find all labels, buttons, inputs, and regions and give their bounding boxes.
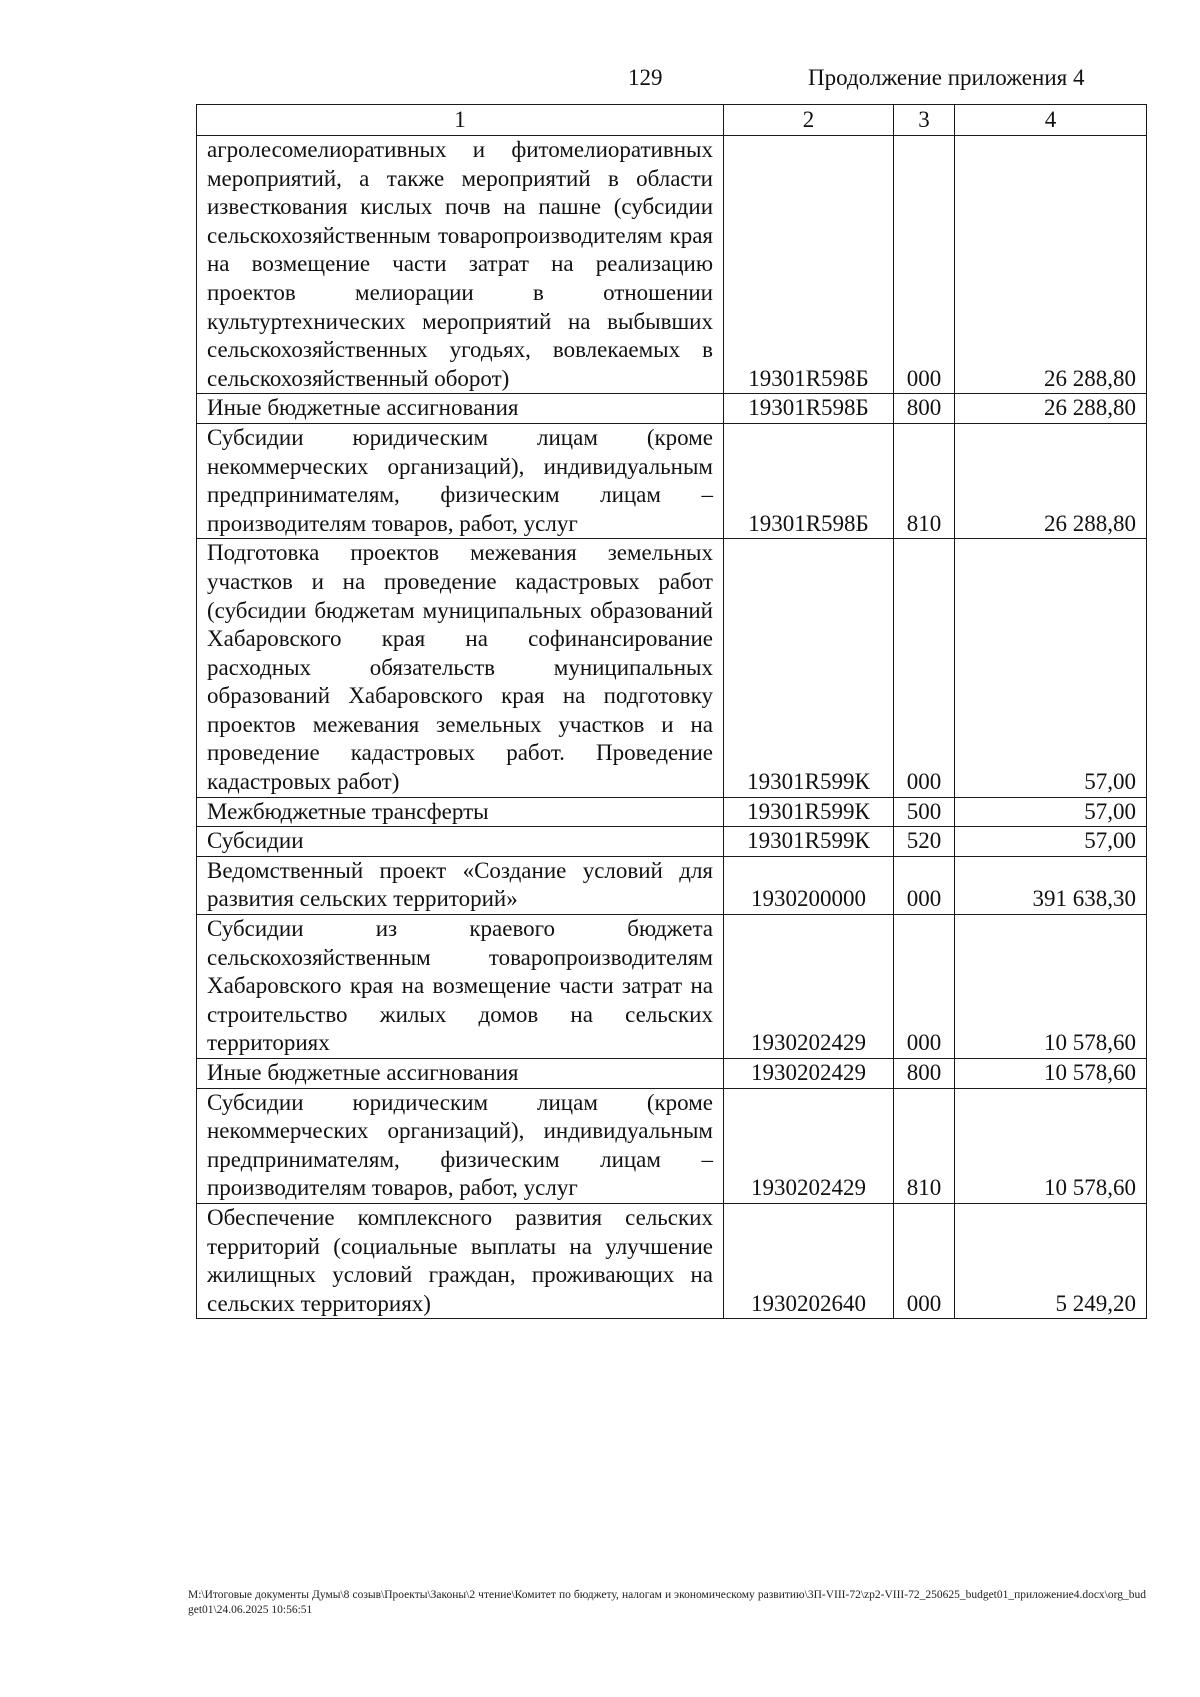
budget-allocation-table <box>196 104 1147 1319</box>
row-amount-cell: 10 578,60 <box>955 1088 1147 1203</box>
row-amount-cell: 57,00 <box>955 539 1147 797</box>
row-amount-cell: 26 288,80 <box>955 394 1147 424</box>
row-name-cell: Субсидии юридическим лицам (кроме некоммерческих организаций), индивидуальным предпринимателям, физическим лицам – производителям товаров, работ, услуг <box>197 423 724 538</box>
row-amount-cell: 57,00 <box>955 797 1147 827</box>
row-expense-type-cell: 520 <box>894 827 955 857</box>
row-code-cell: 1930202429 <box>724 915 894 1059</box>
table-header-row <box>197 105 1147 136</box>
row-amount-cell: 10 578,60 <box>955 915 1147 1059</box>
column-header-4: 4 <box>955 105 1147 136</box>
row-code-cell: 1930200000 <box>724 856 894 914</box>
column-header-1: 1 <box>197 105 724 136</box>
row-expense-type-cell: 800 <box>894 1059 955 1089</box>
document-file-path: М:\Итоговые документы Думы\8 созыв\Проекты\Законы\2 чтение\Комитет по бюджету, налогам и экономическому развитию\3П-VIII-72\zp2-VIII-72_250625_budget01_приложение4.docx\org_budget01\24.06.2025 10:56:51 <box>188 1589 1146 1616</box>
row-name-cell: Иные бюджетные ассигнования <box>197 394 724 424</box>
column-header-3: 3 <box>894 105 955 136</box>
row-expense-type-cell: 000 <box>894 539 955 797</box>
row-name-cell: Ведомственный проект «Создание условий для развития сельских территорий» <box>197 856 724 914</box>
table-row <box>197 915 1147 1059</box>
row-expense-type-cell: 810 <box>894 1088 955 1203</box>
appendix-continuation-note: Продолжение приложения 4 <box>808 65 1085 90</box>
row-expense-type-cell: 000 <box>894 136 955 394</box>
table-row <box>197 539 1147 797</box>
row-name-cell: Субсидии <box>197 827 724 857</box>
row-name-cell: Обеспечение комплексного развития сельских территорий (социальные выплаты на улучшение жилищных условий граждан, проживающих на сельских территориях) <box>197 1203 724 1318</box>
row-expense-type-cell: 800 <box>894 394 955 424</box>
row-code-cell: 19301R599К <box>724 539 894 797</box>
table-row <box>197 1059 1147 1089</box>
row-expense-type-cell: 000 <box>894 1203 955 1318</box>
table-row <box>197 797 1147 827</box>
row-code-cell: 19301R598Б <box>724 136 894 394</box>
row-code-cell: 19301R598Б <box>724 394 894 424</box>
row-expense-type-cell: 810 <box>894 423 955 538</box>
page-number: 129 <box>628 65 663 90</box>
row-code-cell: 1930202429 <box>724 1088 894 1203</box>
table-row <box>197 856 1147 914</box>
row-code-cell: 19301R599К <box>724 797 894 827</box>
table-row <box>197 136 1147 394</box>
row-expense-type-cell: 000 <box>894 915 955 1059</box>
row-name-cell: Подготовка проектов межевания земельных участков и на проведение кадастровых работ (субсидии бюджетам муниципальных образований Хабаровского края на софинансирование расходных обязательств муниципальных образований Хабаровского края на подготовку проектов межевания земельных участков и на проведение кадастровых работ. Проведение кадастровых работ) <box>197 539 724 797</box>
table-body <box>197 136 1147 1319</box>
row-expense-type-cell: 500 <box>894 797 955 827</box>
row-amount-cell: 57,00 <box>955 827 1147 857</box>
row-amount-cell: 26 288,80 <box>955 423 1147 538</box>
row-expense-type-cell: 000 <box>894 856 955 914</box>
table-row <box>197 423 1147 538</box>
row-code-cell: 1930202429 <box>724 1059 894 1089</box>
row-name-cell: Субсидии юридическим лицам (кроме некоммерческих организаций), индивидуальным предпринимателям, физическим лицам – производителям товаров, работ, услуг <box>197 1088 724 1203</box>
row-amount-cell: 10 578,60 <box>955 1059 1147 1089</box>
table-row <box>197 827 1147 857</box>
table-row <box>197 1203 1147 1318</box>
table-row <box>197 1088 1147 1203</box>
row-amount-cell: 5 249,20 <box>955 1203 1147 1318</box>
row-name-cell: Межбюджетные трансферты <box>197 797 724 827</box>
row-name-cell: агролесомелиоративных и фитомелиоративных мероприятий, а также мероприятий в области известкования кислых почв на пашне (субсидии сельскохозяйственным товаропроизводителям края на возмещение части затрат на реализацию проектов мелиорации в отношении культуртехнических мероприятий на выбывших сельскохозяйственных угодьях, вовлекаемых в сельскохозяйственный оборот) <box>197 136 724 394</box>
row-code-cell: 19301R599К <box>724 827 894 857</box>
row-amount-cell: 26 288,80 <box>955 136 1147 394</box>
column-header-2: 2 <box>724 105 894 136</box>
row-code-cell: 19301R598Б <box>724 423 894 538</box>
row-amount-cell: 391 638,30 <box>955 856 1147 914</box>
row-name-cell: Субсидии из краевого бюджета сельскохозяйственным товаропроизводителям Хабаровского края на возмещение части затрат на строительство жилых домов на сельских территориях <box>197 915 724 1059</box>
table-row <box>197 394 1147 424</box>
row-code-cell: 1930202640 <box>724 1203 894 1318</box>
row-name-cell: Иные бюджетные ассигнования <box>197 1059 724 1089</box>
